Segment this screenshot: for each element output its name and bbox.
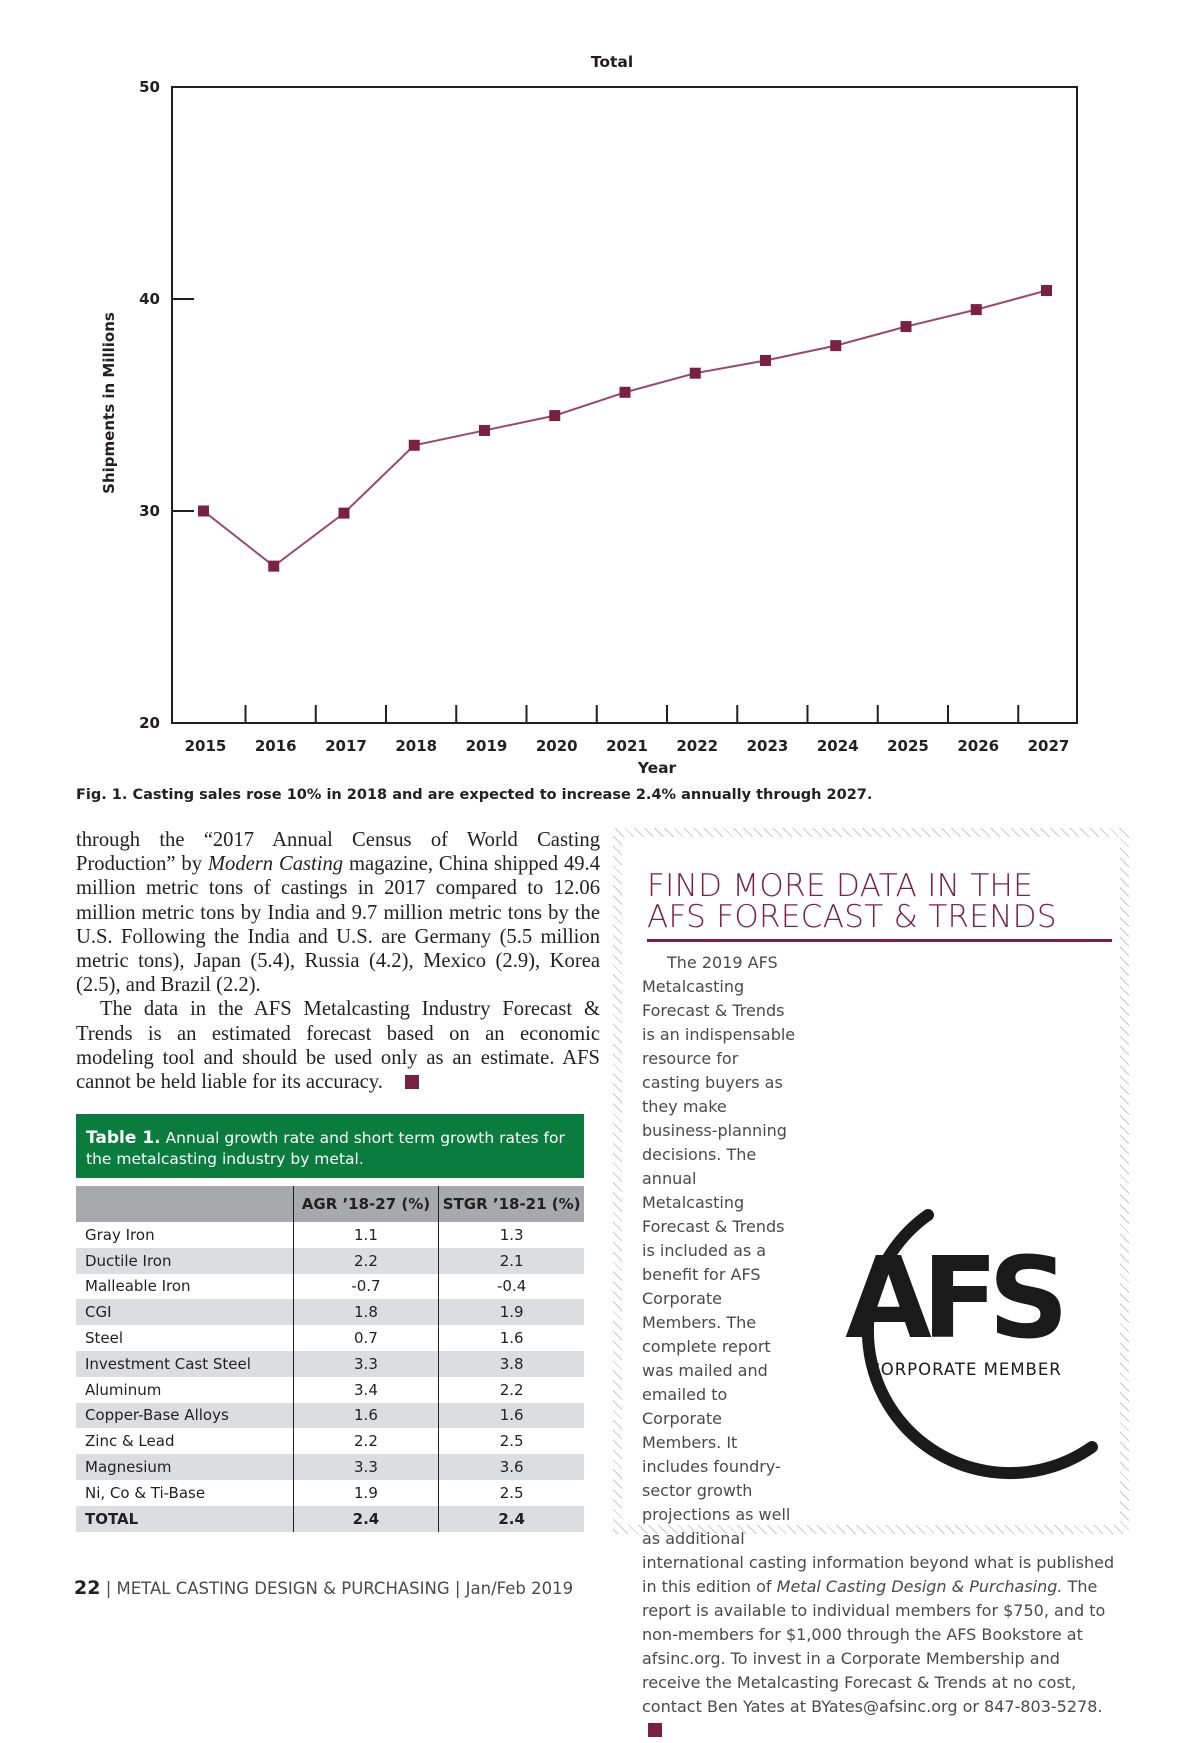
y-tick-label: 50	[139, 78, 160, 96]
stgr-value: 1.9	[439, 1299, 584, 1325]
metal-name: Steel	[85, 1329, 124, 1348]
agr-value: 1.9	[293, 1480, 439, 1506]
y-axis-label: Shipments in Millions	[100, 312, 118, 494]
x-tick-label: 2023	[746, 737, 789, 755]
data-point-2026	[971, 304, 982, 315]
data-point-2016	[268, 561, 279, 572]
data-point-2023	[760, 355, 771, 366]
table-row	[76, 1248, 584, 1274]
data-point-2024	[830, 340, 841, 351]
stgr-value: -0.4	[439, 1274, 584, 1300]
issue-date: Jan/Feb 2019	[465, 1579, 574, 1598]
agr-value: 3.3	[293, 1454, 439, 1480]
agr-value: 1.8	[293, 1299, 439, 1325]
plot-frame	[172, 87, 1077, 723]
x-tick-label: 2016	[254, 737, 297, 755]
table-row	[76, 1274, 584, 1300]
table-header-agr: AGR ’18-27 (%)	[293, 1186, 439, 1222]
table-header-stgr: STGR ’18-21 (%)	[439, 1186, 584, 1222]
data-point-2020	[549, 410, 560, 421]
figure-caption: Fig. 1. Casting sales rose 10% in 2018 and are expected to increase 2.4% annually through 2027.	[76, 787, 873, 803]
afs-corporate-member-logo	[810, 1197, 1110, 1497]
stgr-value: 2.4	[439, 1506, 584, 1532]
stgr-value: 3.8	[439, 1351, 584, 1377]
table-row	[76, 1325, 584, 1351]
agr-value: 1.6	[293, 1403, 439, 1429]
table-row	[76, 1351, 584, 1377]
stgr-value: 1.6	[439, 1325, 584, 1351]
stgr-value: 2.2	[439, 1377, 584, 1403]
stgr-value: 1.3	[439, 1222, 584, 1248]
stgr-value: 2.5	[439, 1428, 584, 1454]
growth-rate-table	[76, 1114, 584, 1532]
metal-name: Aluminum	[85, 1380, 162, 1399]
total-shipments-chart	[0, 0, 1200, 780]
agr-value: -0.7	[293, 1274, 439, 1300]
metal-name: Magnesium	[76, 1454, 293, 1480]
metal-name: CGI	[76, 1299, 293, 1325]
metal-name: Ductile Iron	[76, 1248, 293, 1274]
metal-name: Gray Iron	[85, 1225, 155, 1244]
agr-value: 2.2	[293, 1428, 439, 1454]
metal-name: Zinc & Lead	[85, 1432, 175, 1451]
data-point-2021	[620, 387, 631, 398]
agr-value: 1.1	[293, 1222, 439, 1248]
x-tick-label: 2026	[957, 737, 1000, 755]
data-point-2025	[901, 321, 912, 332]
table-row	[76, 1222, 584, 1248]
data-point-2019	[479, 425, 490, 436]
stgr-value: 1.6	[439, 1403, 584, 1429]
end-mark-icon	[648, 1723, 662, 1737]
sidebar-rule	[647, 939, 1112, 942]
metal-name: Copper-Base Alloys	[76, 1403, 293, 1429]
agr-value: 3.4	[293, 1377, 439, 1403]
x-tick-label: 2018	[395, 737, 438, 755]
page-number: 22	[74, 1577, 101, 1599]
x-tick-label: 2021	[606, 737, 648, 755]
paragraph-2: The data in the AFS Metalcasting Industry Forecast & Trends is an estimated forecast based on an economic modeling tool and should be used only as an estimate. AFS cannot be held liable for its accuracy.	[76, 998, 600, 1094]
agr-value: 2.2	[293, 1248, 439, 1274]
chart-title: Total	[590, 53, 634, 71]
table-row	[76, 1377, 584, 1403]
end-mark-icon	[405, 1075, 419, 1089]
stgr-value: 2.1	[439, 1248, 584, 1274]
x-tick-label: 2019	[465, 737, 508, 755]
table-header-metal	[76, 1186, 293, 1222]
agr-value: 3.3	[293, 1351, 439, 1377]
y-tick-label: 40	[139, 290, 160, 308]
table-row	[76, 1403, 584, 1429]
stgr-value: 3.6	[439, 1454, 584, 1480]
magazine-name: Modern Casting	[207, 853, 344, 876]
logo-afs-text: AFS	[845, 1234, 1059, 1364]
data-point-2017	[339, 508, 350, 519]
x-tick-label: 2024	[816, 737, 859, 755]
publication-name: Metal Casting Design & Purchasing.	[776, 1577, 1063, 1596]
series-line-total	[204, 291, 1047, 567]
y-axis	[139, 78, 194, 732]
sidebar-text: The 2019 AFS Metalcasting Forecast & Trends is an indispensable resource for casting buyers as they make business-planning decisions. The annual Metalcasting Forecast & Trends is included as a benefit for AFS Corporate Members. The complete report was mailed and emailed to Corporate Members. It includes foundry-sector growth projections as well as additional international casting information beyond what is published in this edition of Metal Casting Design & Purchasing. The report is available to individual members for $750, and to non-members for $1,000 through the AFS Bookstore at afsinc.org. To invest in a Corporate Membership and receive the Metalcasting Forecast & Trends at no cost, contact Ben Yates at BYates@afsinc.org or 847-803-5278.	[642, 951, 1118, 1743]
y-tick-label: 20	[139, 714, 160, 732]
x-axis-label: Year	[637, 759, 677, 777]
table-title: Table 1. Annual growth rate and short term growth rates for the metalcasting industry by metal.	[76, 1114, 584, 1178]
data-point-2018	[409, 440, 420, 451]
growth-table	[76, 1186, 584, 1532]
paragraph-1: through the “2017 Annual Census of World Casting Production” by Modern Casting magazine, China shipped 49.4 million metric tons of castings in 2017 compared to 12.06 million metric tons by India and 9.7 million metric tons by the U.S. Following the India and U.S. are Germany (5.5 million metric tons), Japan (5.4), Russia (4.2), Mexico (2.9), Korea (2.5), and Brazil (2.2).	[76, 829, 600, 997]
table-row	[76, 1480, 584, 1506]
stgr-value: 2.5	[439, 1480, 584, 1506]
y-tick-label: 30	[139, 502, 160, 520]
table-row	[76, 1454, 584, 1480]
x-tick-label: 2017	[325, 737, 367, 755]
metal-name: Ni, Co & Ti-Base	[85, 1483, 206, 1502]
data-markers	[198, 285, 1052, 572]
data-point-2022	[690, 368, 701, 379]
x-tick-label: 2025	[887, 737, 929, 755]
x-tick-label: 2027	[1027, 737, 1070, 755]
magazine-title: METAL CASTING DESIGN & PURCHASING	[116, 1579, 450, 1598]
agr-value: 2.4	[293, 1506, 439, 1532]
table-row	[76, 1506, 584, 1532]
metal-name: Malleable Iron	[85, 1277, 191, 1296]
afs-forecast-sidebar	[613, 828, 1129, 1716]
table-row	[76, 1428, 584, 1454]
x-axis	[185, 705, 1070, 755]
sidebar-title: FIND MORE DATA IN THE AFS FORECAST & TRENDS	[647, 868, 1057, 935]
x-tick-label: 2022	[676, 737, 719, 755]
x-tick-label: 2020	[535, 737, 578, 755]
article-body	[76, 828, 600, 1094]
page-footer: 22 | METAL CASTING DESIGN & PURCHASING | Jan/Feb 2019	[74, 1577, 574, 1599]
metal-name: Investment Cast Steel	[76, 1351, 293, 1377]
x-tick-label: 2015	[184, 737, 227, 755]
data-point-2015	[198, 506, 209, 517]
metal-name: TOTAL	[76, 1506, 293, 1532]
logo-subtext: CORPORATE MEMBER	[868, 1360, 1062, 1379]
agr-value: 0.7	[293, 1325, 439, 1351]
data-point-2027	[1041, 285, 1052, 296]
table-row	[76, 1299, 584, 1325]
